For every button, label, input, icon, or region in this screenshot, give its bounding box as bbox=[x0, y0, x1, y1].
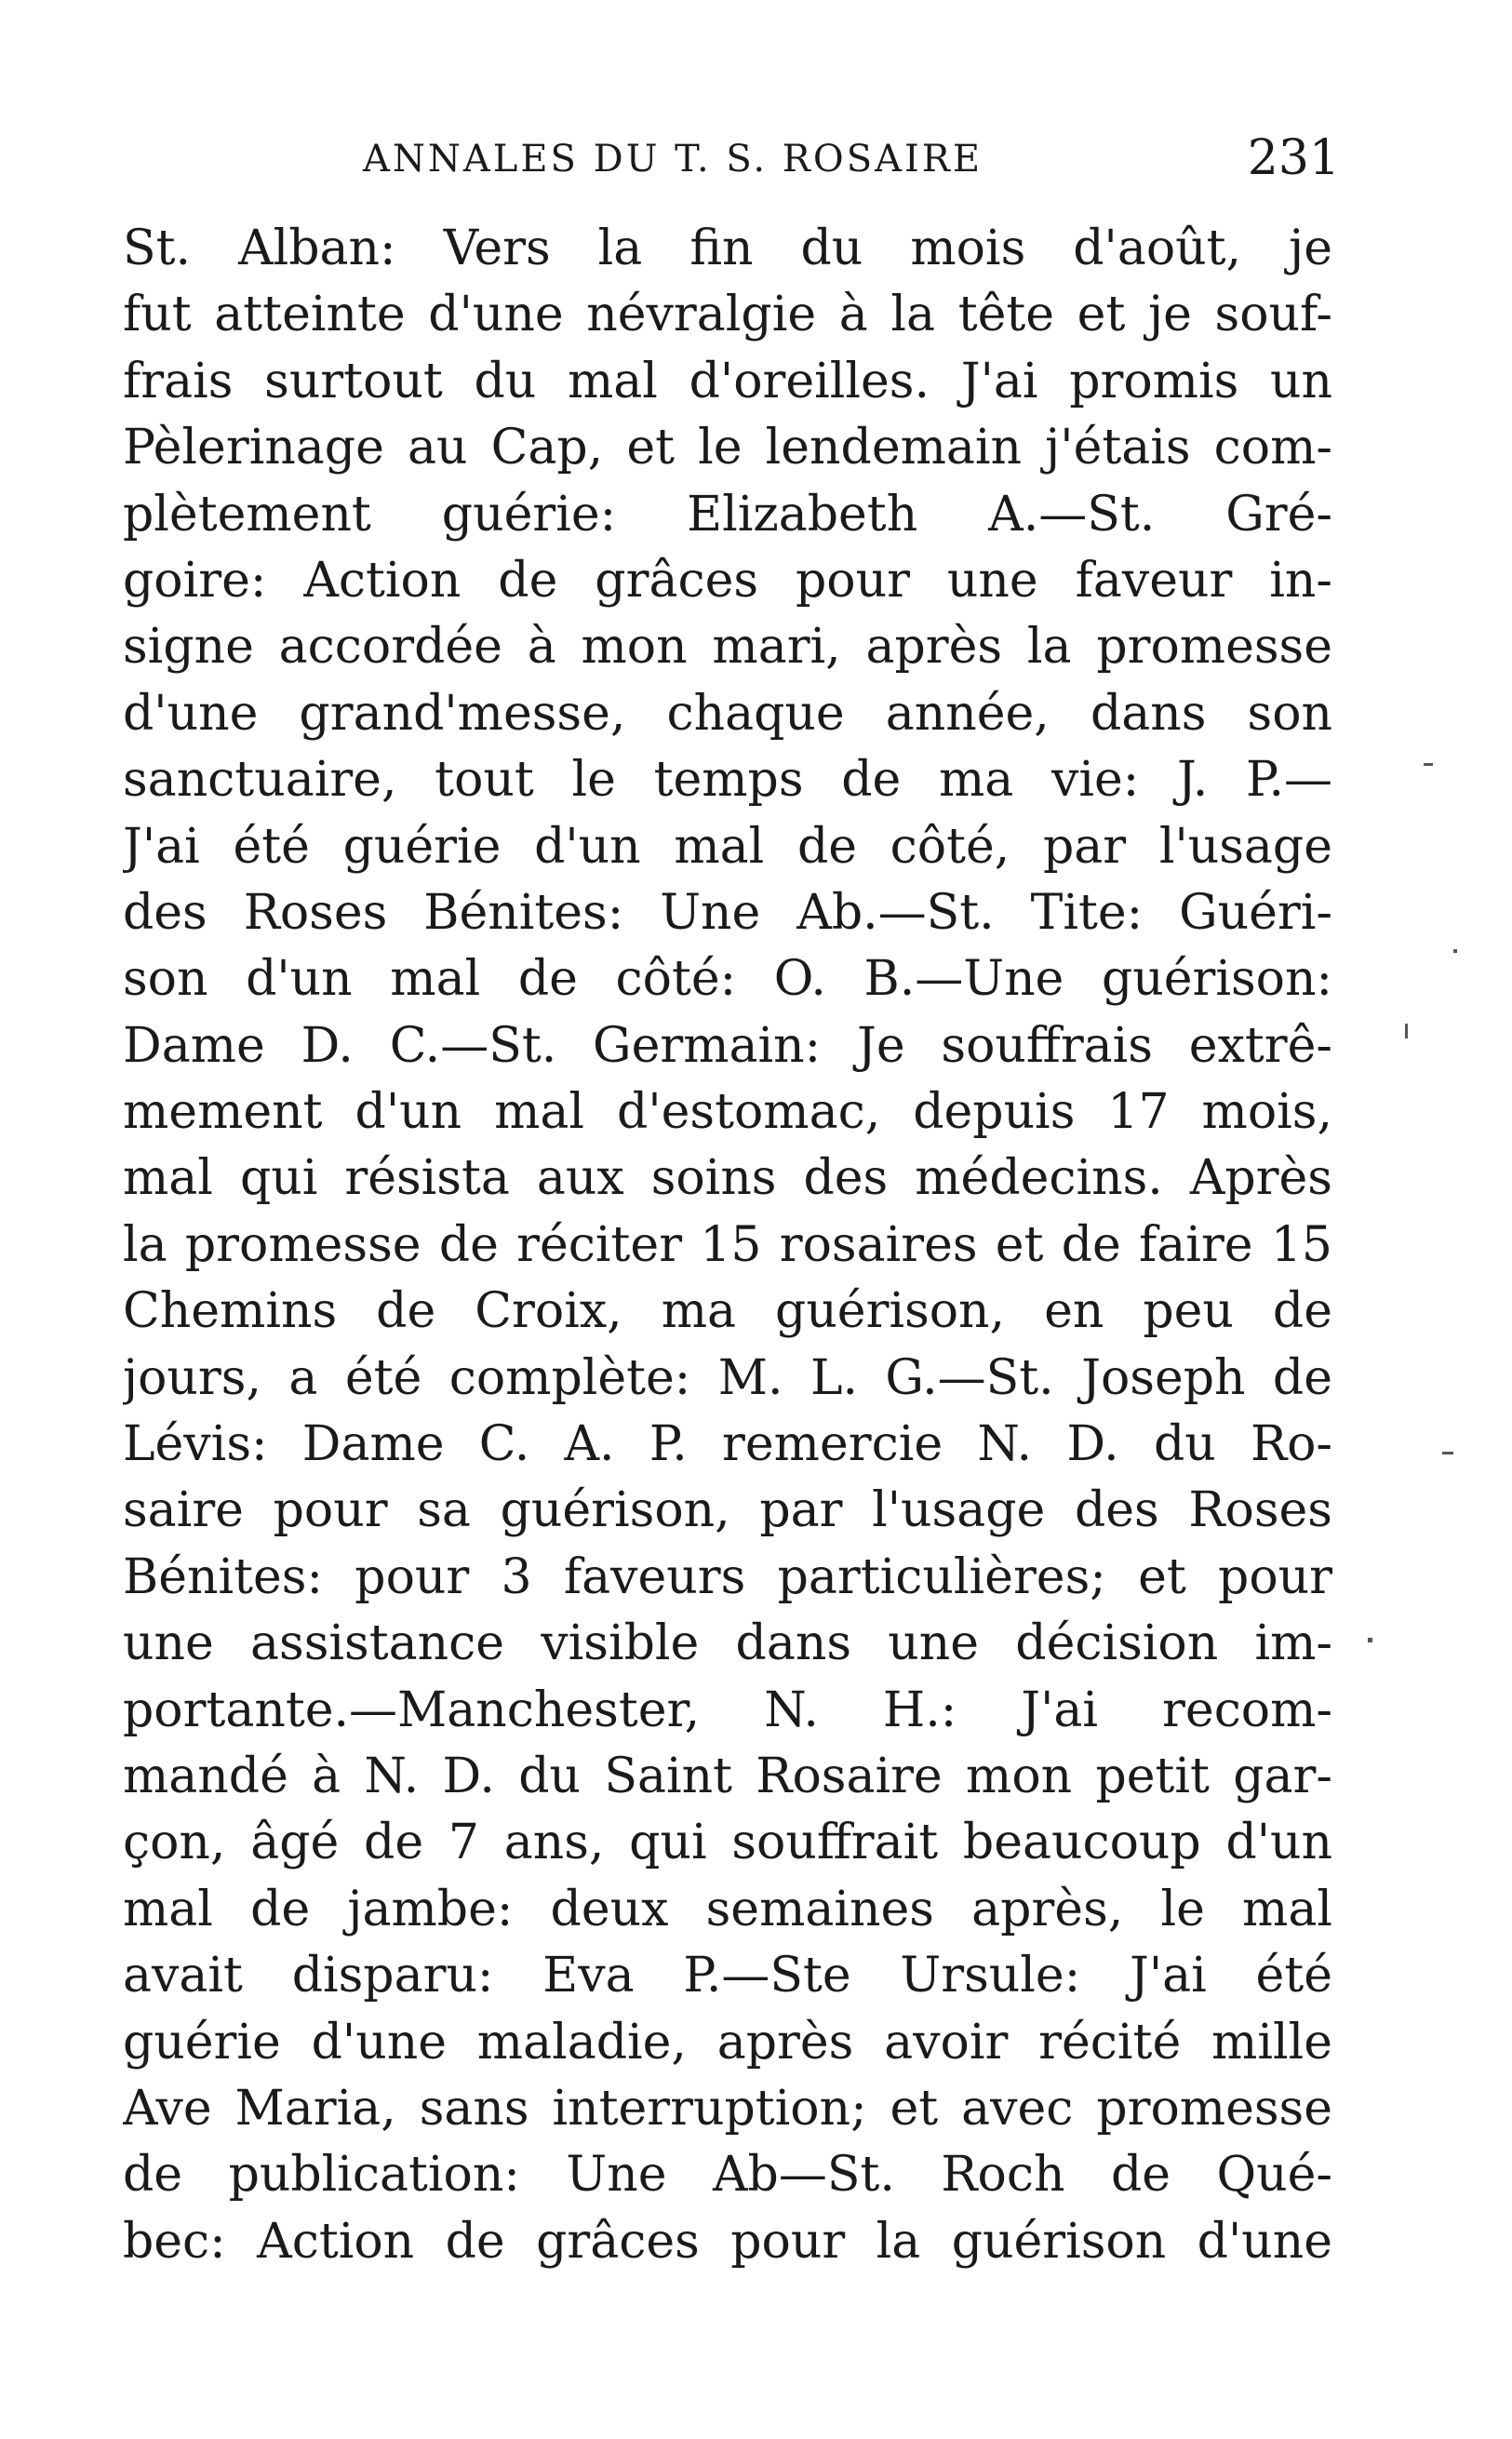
scan-specks bbox=[1349, 651, 1489, 1861]
speck bbox=[1424, 763, 1433, 766]
text-line: avait disparu: Eva P.—Ste Ursule: J'ai été bbox=[123, 1948, 1332, 2004]
text-line: mement d'un mal d'estomac, depuis 17 mois, bbox=[123, 1084, 1332, 1141]
speck bbox=[1405, 1024, 1408, 1039]
text-line: St. Alban: Vers la fin du mois d'août, je bbox=[123, 221, 1332, 276]
text-line: Chemins de Croix, ma guérison, en peu de bbox=[123, 1283, 1332, 1340]
text-line: sanctuaire, tout le temps de ma vie: J. P.— bbox=[123, 752, 1332, 809]
text-line: bec: Action de grâces pour la guérison d'une bbox=[123, 2213, 1332, 2270]
text-line: J'ai été guérie d'un mal de côté, par l'usage bbox=[123, 818, 1332, 875]
speck bbox=[1442, 1452, 1453, 1454]
text-line: mal qui résista aux soins des médecins. Après bbox=[123, 1150, 1332, 1207]
text-line: çon, âgé de 7 ans, qui souffrait beaucoup d'un bbox=[123, 1815, 1332, 1871]
text-line: une assistance visible dans une décision im- bbox=[123, 1615, 1332, 1672]
text-line: mandé à N. D. du Saint Rosaire mon petit gar- bbox=[123, 1748, 1332, 1804]
text-line: la promesse de réciter 15 rosaires et de faire 15 bbox=[123, 1216, 1332, 1273]
text-line: Pèlerinage au Cap, et le lendemain j'étais com- bbox=[123, 420, 1332, 476]
text-line: Lévis: Dame C. A. P. remercie N. D. du Ro- bbox=[123, 1416, 1332, 1473]
page-number: 231 bbox=[1247, 130, 1340, 186]
text-line: d'une grand'messe, chaque année, dans son bbox=[123, 685, 1332, 742]
text-line: portante.—Manchester, N. H.: J'ai recom- bbox=[123, 1682, 1332, 1738]
text-line: son d'un mal de côté: O. B.—Une guérison: bbox=[123, 951, 1332, 1008]
text-line: de publication: Une Ab—St. Roch de Qué- bbox=[123, 2147, 1332, 2204]
body-text bbox=[123, 216, 1332, 2275]
text-line: jours, a été complète: M. L. G.—St. Joseph de bbox=[123, 1349, 1332, 1406]
text-line: guérie d'une maladie, après avoir récité mille bbox=[123, 2014, 1332, 2070]
text-line: fut atteinte d'une névralgie à la tête et je souf- bbox=[123, 287, 1332, 343]
header-title: ANNALES DU T. S. ROSAIRE bbox=[363, 138, 983, 181]
text-line: signe accordée à mon mari, après la promesse bbox=[123, 619, 1332, 676]
text-line: mal de jambe: deux semaines après, le mal bbox=[123, 1881, 1332, 1937]
speck bbox=[1368, 1638, 1372, 1642]
text-line: Ave Maria, sans interruption; et avec promesse bbox=[123, 2080, 1332, 2137]
text-line: frais surtout du mal d'oreilles. J'ai promis un bbox=[123, 353, 1332, 409]
text-line: Dame D. C.—St. Germain: Je souffrais extrê- bbox=[123, 1017, 1332, 1074]
text-line: plètement guérie: Elizabeth A.—St. Gré- bbox=[123, 486, 1332, 543]
text-line: des Roses Bénites: Une Ab.—St. Tite: Guéri- bbox=[123, 884, 1332, 941]
text-line: Bénites: pour 3 faveurs particulières; et pour bbox=[123, 1548, 1332, 1605]
text-line: goire: Action de grâces pour une faveur in- bbox=[123, 552, 1332, 609]
text-line: saire pour sa guérison, par l'usage des Roses bbox=[123, 1482, 1332, 1539]
running-header bbox=[363, 130, 1340, 194]
speck bbox=[1453, 949, 1457, 953]
